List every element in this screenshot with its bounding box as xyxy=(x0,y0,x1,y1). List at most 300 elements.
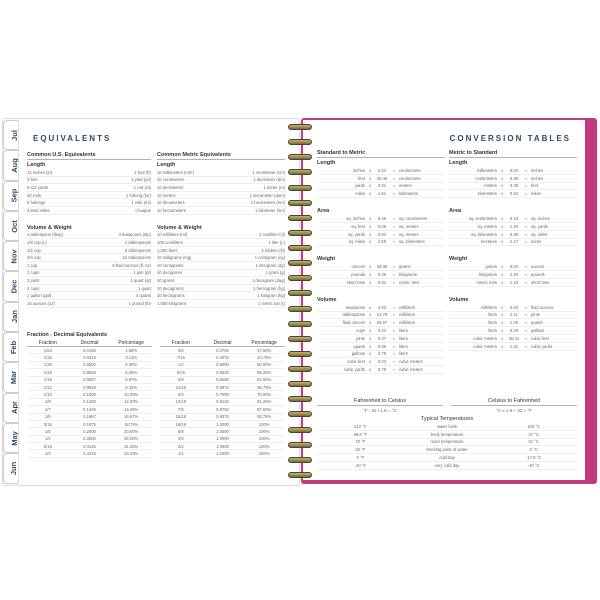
cell: 0.47 xyxy=(377,335,387,341)
cell: 0.8125 xyxy=(216,399,229,405)
cell: 35.31 xyxy=(508,335,520,341)
cell: x xyxy=(368,351,372,357)
cell: x xyxy=(368,223,372,229)
row-left: 3/4 cup xyxy=(27,255,41,261)
conversion-row xyxy=(317,351,445,359)
header-cell: Percentage xyxy=(251,339,277,346)
cell: = xyxy=(524,231,528,237)
group-title: Weight xyxy=(317,256,336,263)
conversion-row xyxy=(449,279,577,287)
cell: x xyxy=(500,335,504,341)
conversion-row xyxy=(449,319,577,327)
row-left: 10 decimeters xyxy=(157,184,184,190)
conversion-row xyxy=(317,304,445,312)
cell: 1.06 xyxy=(509,320,519,326)
section-title: Fraction - Decimal Equivalents xyxy=(27,332,108,338)
cell: x xyxy=(368,312,372,318)
spiral-coil xyxy=(288,411,312,417)
cell: 8/8 xyxy=(177,428,184,434)
cell: = xyxy=(524,175,528,181)
header-cell: Percentage xyxy=(118,339,144,346)
row-left: 4 cups xyxy=(27,285,40,291)
table-row xyxy=(160,421,285,428)
cell: = xyxy=(392,279,396,285)
row-left: 10 milliliters (ml) xyxy=(157,232,188,238)
cell: 0.84 xyxy=(377,231,387,237)
table-row xyxy=(27,270,151,278)
table-row xyxy=(160,362,285,369)
cell: 0.0667 xyxy=(83,377,96,383)
table-row xyxy=(157,199,285,207)
cell: 81.25% xyxy=(257,399,272,405)
row-right: 1 mile (mi) xyxy=(131,200,151,206)
cell: 0.03 xyxy=(377,359,387,365)
row-right: 8 tablespoons xyxy=(124,247,151,253)
row-right: 1 pound (lb) xyxy=(128,300,151,306)
cell: 0.3333 xyxy=(83,451,96,457)
cell: sq. inches xyxy=(531,216,550,222)
cell: x xyxy=(368,183,372,189)
cell: 0.7500 xyxy=(216,392,229,398)
cell: 100% xyxy=(258,436,270,442)
cell: 0.03 xyxy=(509,304,519,310)
cell: sq. centimeters xyxy=(399,216,428,222)
subsection-title: Length xyxy=(157,162,176,168)
cell: 5.00% xyxy=(125,362,138,368)
cell: = xyxy=(524,167,528,173)
tab-label: Aug xyxy=(9,158,19,173)
cell: 0.0313 xyxy=(83,355,96,361)
row-right: 1 quart xyxy=(137,285,151,291)
cell: 100 °C xyxy=(527,423,541,429)
cell: 1.0000 xyxy=(216,443,229,449)
cell: = xyxy=(392,272,396,278)
cell: sq. meters xyxy=(399,231,419,237)
cell: 1/1 xyxy=(177,451,184,457)
row-right: 1 decagram (dag) xyxy=(251,277,285,283)
cell: 16/16 xyxy=(175,421,187,427)
table-row xyxy=(27,177,151,185)
tab-label: Feb xyxy=(9,340,19,354)
table-row xyxy=(27,169,151,177)
cell: x xyxy=(368,279,372,285)
cell: 1.10 xyxy=(509,279,519,285)
spiral-coil xyxy=(288,200,312,206)
cell: 1/6 xyxy=(44,414,51,420)
cell: 6.25% xyxy=(125,369,138,375)
table-row xyxy=(27,277,151,285)
cell: 1/3 xyxy=(44,451,51,457)
cell: 1.0000 xyxy=(216,428,229,434)
row-left: 1,000 kilograms xyxy=(157,300,187,306)
cell: x xyxy=(500,343,504,349)
cell: 0.0156 xyxy=(83,347,96,353)
conversion-row xyxy=(317,263,445,271)
cell: sq. miles xyxy=(531,231,548,237)
cell: sq. meters xyxy=(477,223,497,229)
table-row xyxy=(157,207,285,215)
row-right: 1 meter (m) xyxy=(263,184,285,190)
cell: acres xyxy=(531,239,542,245)
conversion-row xyxy=(317,358,445,366)
cell: = xyxy=(524,264,528,270)
cell: = xyxy=(392,239,396,245)
cell: 1/15 xyxy=(43,377,52,383)
section-title: Common Metric Equivalents xyxy=(157,152,285,160)
cell: 2.11 xyxy=(510,312,518,318)
tab-label: Dec xyxy=(9,279,19,294)
cell: = xyxy=(392,367,396,373)
cell: 0.2000 xyxy=(83,428,96,434)
spiral-coil xyxy=(288,457,312,463)
cell: 16.67% xyxy=(124,414,139,420)
table-row xyxy=(27,443,152,450)
conversion-row xyxy=(449,327,577,335)
cell: = xyxy=(524,272,528,278)
cell: 1.61 xyxy=(377,191,387,197)
cell: 0.1250 xyxy=(83,399,96,405)
cell: = xyxy=(392,183,396,189)
cell: 0.91 xyxy=(377,279,387,285)
cell: sq. inches xyxy=(346,216,365,222)
row-right: 1 centigram (cg) xyxy=(254,255,285,261)
cell: 0.26 xyxy=(509,328,519,334)
cell: 15/16 xyxy=(175,414,187,420)
spiral-coil xyxy=(288,215,312,221)
cell: 70 °F xyxy=(355,439,366,445)
cell: 1.0000 xyxy=(216,436,229,442)
row-right: 1 kilometer (km) xyxy=(254,207,285,213)
cell: 1/7 xyxy=(44,406,51,412)
row-right: 12 tablespoons xyxy=(122,255,151,261)
temperature-row xyxy=(317,423,577,431)
cell: 0.6250 xyxy=(216,377,229,383)
table-header xyxy=(27,339,152,347)
cell: 4/4 xyxy=(177,436,184,442)
metric-to-standard xyxy=(449,150,577,351)
row-left: 5-1/2 yards xyxy=(27,184,48,190)
spiral-coil xyxy=(288,321,312,327)
cell: 21 °C xyxy=(528,439,539,445)
cell: cubic feet xyxy=(531,335,549,341)
cell: 20.00% xyxy=(124,428,139,434)
cell: feet xyxy=(531,183,538,189)
table-row xyxy=(27,199,151,207)
cell: -40 °C xyxy=(527,462,540,468)
spiral-coil xyxy=(288,442,312,448)
cell: 56.25% xyxy=(257,369,272,375)
cell: 1/4 xyxy=(44,436,51,442)
cell: 0.04 xyxy=(509,264,519,270)
cell: kilograms xyxy=(479,272,497,278)
cell: = xyxy=(524,183,528,189)
cell: x xyxy=(500,272,504,278)
row-left: 10 milligrams (mg) xyxy=(157,255,192,261)
conversion-row xyxy=(317,167,445,175)
cell: liters xyxy=(399,335,408,341)
conversion-row xyxy=(317,279,445,287)
table-row xyxy=(160,377,285,384)
temperature-row xyxy=(317,462,577,470)
cell: inches xyxy=(531,167,544,173)
cell: short tons xyxy=(346,279,365,285)
row-right: 1 league xyxy=(134,207,151,213)
cell: 18.75% xyxy=(124,421,139,427)
cell: x xyxy=(500,191,504,197)
cell: 0.39 xyxy=(509,175,519,181)
cell: 0.95 xyxy=(377,343,387,349)
cell: x xyxy=(368,367,372,373)
cell: x xyxy=(368,335,372,341)
table-row xyxy=(27,262,151,270)
spiral-coil xyxy=(288,169,312,175)
temperature-section xyxy=(317,398,577,470)
cell: 0.45 xyxy=(377,272,387,278)
cell: 1/32 xyxy=(43,355,52,361)
tab-label: Nov xyxy=(9,249,19,264)
header-cell: Fraction xyxy=(171,339,190,346)
conversion-row xyxy=(449,312,577,320)
cell: metric tons xyxy=(399,279,420,285)
tab-label: Jul xyxy=(9,129,19,141)
cell: 1/5 xyxy=(44,428,51,434)
table-row xyxy=(27,192,151,200)
cell: body temperature xyxy=(430,431,464,437)
cell: -17.8 °C xyxy=(525,455,542,461)
cell: 37 °C xyxy=(528,431,539,437)
cell: 100% xyxy=(258,421,270,427)
row-left: 3 feet xyxy=(27,177,38,183)
cell: 2.54 xyxy=(377,167,387,173)
cell: = xyxy=(392,335,396,341)
row-left: 10 grams xyxy=(157,277,175,283)
cell: -40 °F xyxy=(354,462,367,468)
cell: 1/2 xyxy=(177,362,184,368)
table-row xyxy=(27,399,152,406)
group-title: Area xyxy=(449,208,462,215)
conversion-row xyxy=(449,175,577,183)
row-right: 1 foot (ft) xyxy=(134,169,151,175)
cell: 0.3750 xyxy=(216,347,229,353)
cell: = xyxy=(392,167,396,173)
cell: = xyxy=(524,320,528,326)
row-left: 10 decigrams xyxy=(157,270,183,276)
tab-label: Mar xyxy=(9,370,19,385)
cell: 62.50% xyxy=(257,377,272,383)
group-title: Volume xyxy=(317,296,337,303)
cell: 0.0500 xyxy=(83,362,96,368)
table-row xyxy=(160,369,285,376)
table-row xyxy=(27,347,152,354)
cell: kilometers xyxy=(477,191,497,197)
row-right: 1 furlong (fur) xyxy=(125,192,151,198)
row-right: 8 fluid ounces (fl. oz) xyxy=(112,262,151,268)
table-row xyxy=(27,232,151,240)
cell: room temperature xyxy=(430,439,464,445)
cell: inches xyxy=(531,175,544,181)
row-right: 1 kiloliter (kl) xyxy=(261,247,285,253)
conversion-row xyxy=(449,239,577,247)
table-row xyxy=(157,239,285,247)
cell: x xyxy=(500,320,504,326)
table-row xyxy=(160,450,285,457)
row-left: 3 land miles xyxy=(27,207,50,213)
cell: = xyxy=(392,320,396,326)
spiral-coil xyxy=(288,290,312,296)
row-left: 16 ounces (oz) xyxy=(27,300,55,306)
temperature-row xyxy=(317,431,577,439)
cell: 0.91 xyxy=(377,183,387,189)
table-row xyxy=(157,254,285,262)
cell: = xyxy=(524,304,528,310)
tab-label: Apr xyxy=(9,401,19,415)
cell: = xyxy=(392,351,396,357)
row-right: 1 gram (g) xyxy=(265,270,285,276)
cell: cubic yards xyxy=(343,367,365,373)
cell: 1/16 xyxy=(43,369,52,375)
cell: gallons xyxy=(351,351,365,357)
cell: teaspoons xyxy=(345,304,365,310)
table-row xyxy=(160,406,285,413)
table-header xyxy=(160,339,285,347)
cell: 12.50% xyxy=(124,399,139,405)
cell: miles xyxy=(531,191,541,197)
cell: 3.28 xyxy=(509,183,519,189)
conversion-row xyxy=(449,263,577,271)
table-row xyxy=(27,436,152,443)
header-cell: Decimal xyxy=(213,339,232,346)
row-right: 1 decameter (dam) xyxy=(249,192,285,198)
cell: liters xyxy=(488,320,497,326)
table-row xyxy=(27,247,151,255)
cell: hectares xyxy=(480,239,497,245)
cell: 1/8 xyxy=(44,399,51,405)
cell: water boils xyxy=(436,423,457,429)
cell: 37.50% xyxy=(257,347,272,353)
row-right: 2 tablespoons xyxy=(124,239,151,245)
group-title: Area xyxy=(317,208,330,215)
table-row xyxy=(27,428,152,435)
table-row xyxy=(27,369,152,376)
cell: 1/12 xyxy=(43,384,52,390)
cell: 0.1667 xyxy=(83,414,96,420)
cell: fluid ounces xyxy=(342,320,365,326)
row-right: 1 rod (rd) xyxy=(133,184,151,190)
cell: grams xyxy=(485,264,497,270)
cell: 14.29% xyxy=(124,406,139,412)
cell: sq. kilometers xyxy=(471,231,497,237)
cell: milliliters xyxy=(399,320,416,326)
conversion-row xyxy=(449,183,577,191)
cell: 6.67% xyxy=(125,377,138,383)
table-row xyxy=(27,184,151,192)
section-title: Standard to Metric xyxy=(317,150,445,158)
conversion-row xyxy=(317,327,445,335)
cell: x xyxy=(368,359,372,365)
row-right: 1 hectometer (hm) xyxy=(250,200,285,206)
table-row xyxy=(157,292,285,300)
row-right: 1 metric ton (t) xyxy=(258,300,285,306)
cell: 0.1875 xyxy=(83,421,96,427)
spiral-coil xyxy=(288,396,312,402)
tab-label: Sep xyxy=(9,188,19,203)
cell: cups xyxy=(356,328,365,334)
cell: cubic meters xyxy=(473,343,497,349)
conversion-row xyxy=(317,239,445,247)
cell: 0.09 xyxy=(377,223,387,229)
cell: 33.33% xyxy=(124,451,139,457)
row-left: 10 decameters xyxy=(157,200,185,206)
row-left: 2 cups xyxy=(27,270,40,276)
table-row xyxy=(160,443,285,450)
spiral-coil xyxy=(288,154,312,160)
row-left: 10 meters xyxy=(157,192,176,198)
row-right: 1 centimeter (cm) xyxy=(252,169,285,175)
equivalents-page xyxy=(18,120,296,484)
cell: = xyxy=(524,312,528,318)
typical-temperatures-title: Typical Temperatures xyxy=(420,416,474,422)
cell: pints xyxy=(356,335,365,341)
cell: centimeters xyxy=(475,175,497,181)
table-row xyxy=(157,192,285,200)
conversion-row xyxy=(449,167,577,175)
cell: meters xyxy=(484,183,497,189)
cell: 3/16 xyxy=(43,421,52,427)
cell: 0 °F xyxy=(356,455,365,461)
subsection-title: Volume & Weight xyxy=(157,224,202,231)
cell: liters xyxy=(488,328,497,334)
spiral-coil xyxy=(288,230,312,236)
cell: meters xyxy=(399,183,412,189)
table-row xyxy=(157,300,285,308)
cell: x xyxy=(500,264,504,270)
f-to-c-formula: °F - 32 / 1.8 = °C xyxy=(363,408,397,413)
cell: 0.5625 xyxy=(216,369,229,375)
row-left: 10 centimeters xyxy=(157,177,185,183)
cell: 1.0000 xyxy=(216,421,229,427)
cell: freezing point of water xyxy=(426,447,468,453)
group-title: Weight xyxy=(449,256,468,263)
subsection-title: Length xyxy=(27,162,46,168)
table-row xyxy=(27,207,151,215)
cell: 0.1000 xyxy=(83,392,96,398)
cell: sq. meters xyxy=(399,223,419,229)
cell: liters xyxy=(399,328,408,334)
cell: fluid ounces xyxy=(531,304,554,310)
page-title: EQUIVALENTS xyxy=(33,134,112,143)
conversion-row xyxy=(317,335,445,343)
temperature-row xyxy=(317,439,577,447)
spiral-coil xyxy=(288,260,312,266)
c-to-f-title: Celsius to Fahrenheit xyxy=(451,398,577,406)
row-left: 40 rods xyxy=(27,192,41,198)
cell: 7/8 xyxy=(177,406,184,412)
cell: 0.62 xyxy=(509,191,519,197)
table-row xyxy=(27,292,151,300)
cell: 3/4 xyxy=(177,392,184,398)
cell: x xyxy=(368,304,372,310)
cell: = xyxy=(524,239,528,245)
table-row xyxy=(27,384,152,391)
cell: x xyxy=(500,328,504,334)
conversion-row xyxy=(449,271,577,279)
cell: tablespoons xyxy=(342,312,365,318)
cell: pounds xyxy=(531,272,545,278)
cell: cubic yards xyxy=(531,343,553,349)
group-title: Length xyxy=(449,160,468,166)
table-row xyxy=(157,232,285,240)
cell: 0.2500 xyxy=(83,436,96,442)
